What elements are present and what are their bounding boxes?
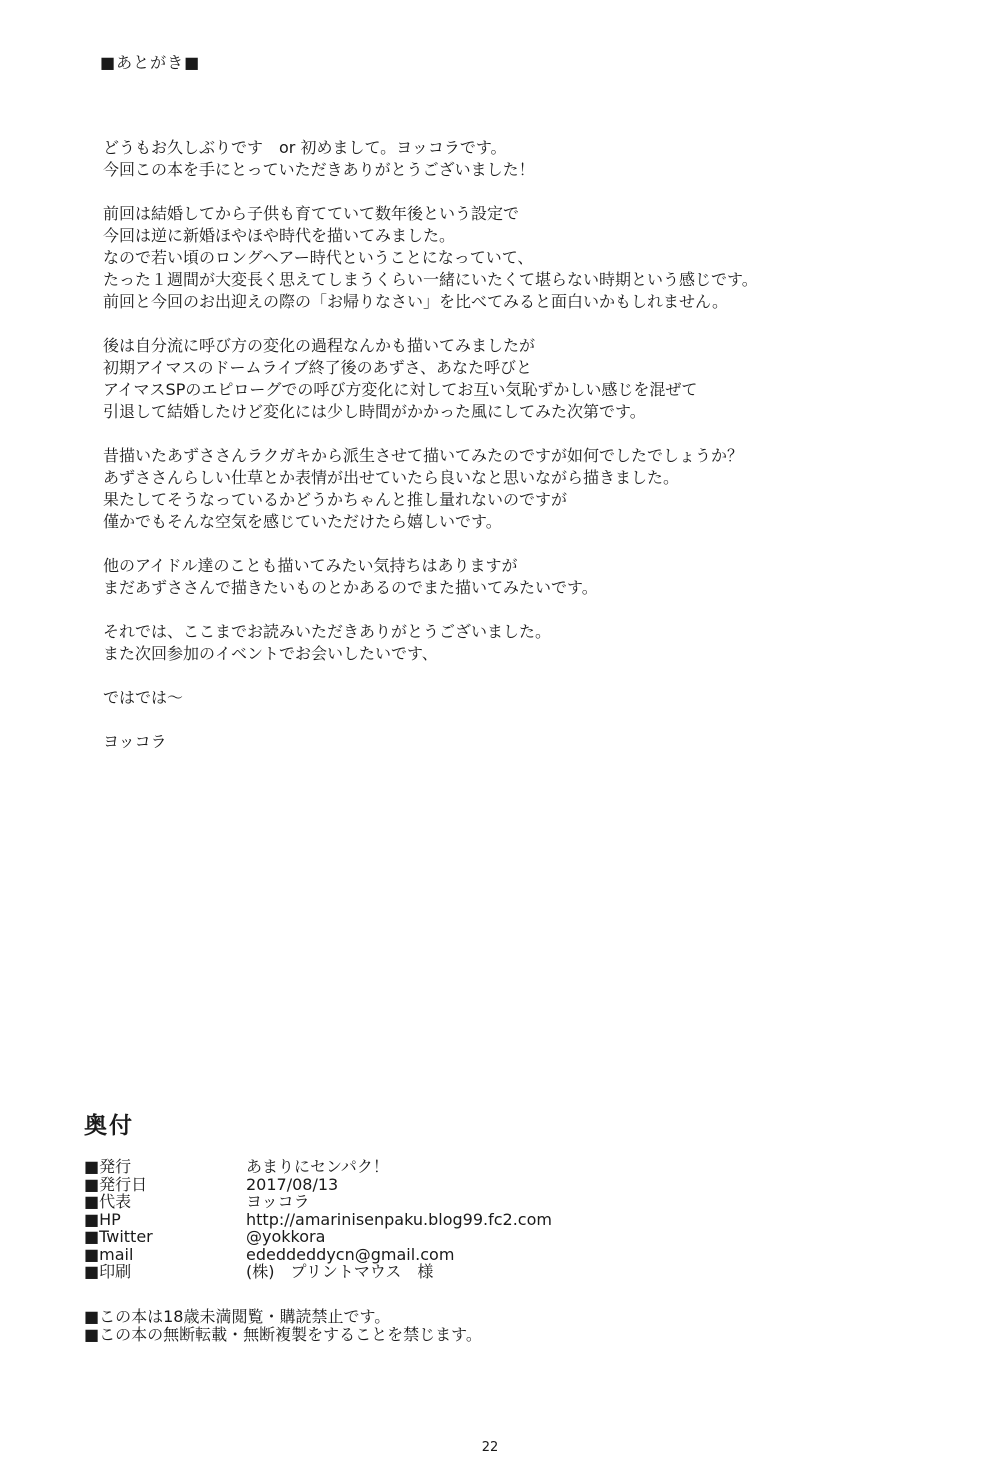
text-line: 他のアイドル達のことも描いてみたい気持ちはありますが: [103, 556, 518, 575]
colophon-value: ヨッコラ: [246, 1192, 310, 1211]
page-number: 22: [481, 1440, 499, 1455]
colophon-value: http://amarinisenpaku.blog99.fc2.com: [246, 1209, 552, 1229]
age-restriction-notice: ■この本は18歳未満閲覧・購読禁止です。: [84, 1307, 391, 1326]
afterword-paragraph: [103, 687, 903, 709]
afterword-paragraph: [103, 555, 903, 599]
colophon-row: [84, 1246, 784, 1264]
text-line: まだあずささんで描きたいものとかあるのでまた描いてみたいです。: [103, 578, 598, 597]
colophon-title: 奥付: [84, 1113, 134, 1139]
colophon-label: ■HP: [84, 1209, 121, 1229]
colophon-label: ■発行日: [84, 1174, 148, 1194]
text-line: ヨッコラ: [103, 732, 167, 751]
text-line: たった１週間が大変長く思えてしまうくらい一緒にいたくて堪らない時期という感じです。: [103, 270, 758, 289]
colophon-row: [84, 1158, 784, 1176]
colophon-value: (株) プリントマウス 様: [246, 1262, 434, 1281]
text-line: それでは、ここまでお読みいただきありがとうございました。: [103, 622, 552, 641]
text-line: アイマスSPのエピローグでの呼び方変化に対してお互い気恥ずかしい感じを混ぜて: [103, 380, 698, 399]
colophon-label: ■代表: [84, 1192, 132, 1211]
afterword-paragraph: [103, 203, 903, 313]
colophon-notices: [84, 1308, 482, 1344]
text-line: 引退して結婚したけど変化には少し時間がかかった風にしてみた次第です。: [103, 402, 646, 421]
text-line: 果たしてそうなっているかどうかちゃんと推し量れないのですが: [103, 490, 568, 509]
colophon-row: [84, 1176, 784, 1194]
colophon-label: ■Twitter: [84, 1227, 153, 1246]
copyright-notice: ■この本の無断転載・無断複製をすることを禁じます。: [84, 1325, 482, 1344]
text-line: 僅かでもそんな空気を感じていただけたら嬉しいです。: [103, 512, 502, 531]
afterword-signature: [103, 731, 903, 753]
afterword-paragraph: [103, 621, 903, 665]
text-line: あずささんらしい仕草とか表情が出せていたら良いなと思いながら描きました。: [103, 468, 680, 487]
text-line: 前回は結婚してから子供も育てていて数年後という設定で: [103, 204, 520, 223]
text-line: ではでは～: [103, 688, 184, 707]
colophon-label: ■発行: [84, 1157, 132, 1176]
text-line: どうもお久しぶりです or 初めまして。ヨッコラです。: [103, 138, 507, 157]
afterword-paragraph: [103, 137, 903, 181]
afterword-paragraph: [103, 335, 903, 423]
text-line: 前回と今回のお出迎えの際の「お帰りなさい」を比べてみると面白いかもしれません。: [103, 292, 728, 311]
afterword-body: [103, 137, 903, 775]
colophon-value: ededdeddycn@gmail.com: [246, 1244, 455, 1264]
colophon-label: ■印刷: [84, 1262, 132, 1281]
colophon-value: 2017/08/13: [246, 1174, 339, 1194]
colophon-row: [84, 1263, 784, 1281]
text-line: なので若い頃のロングヘアー時代ということになっていて、: [103, 248, 534, 267]
text-line: 後は自分流に呼び方の変化の過程なんかも描いてみましたが: [103, 336, 536, 355]
colophon-value: あまりにセンパク！: [246, 1157, 389, 1176]
text-line: 今回は逆に新婚ほやほや時代を描いてみました。: [103, 226, 456, 245]
colophon-row: [84, 1193, 784, 1211]
colophon-row: [84, 1211, 784, 1229]
colophon-row: [84, 1228, 784, 1246]
afterword-paragraph: [103, 445, 903, 533]
text-line: 今回この本を手にとっていただきありがとうございました！: [103, 160, 535, 179]
text-line: また次回参加のイベントでお会いしたいです、: [103, 644, 438, 663]
colophon-table: [84, 1158, 784, 1281]
colophon-label: ■mail: [84, 1244, 134, 1264]
text-line: 昔描いたあずささんラクガキから派生させて描いてみたのですが如何でしたでしょうか？: [103, 446, 744, 465]
colophon-value: @yokkora: [246, 1227, 326, 1246]
text-line: 初期アイマスのドームライブ終了後のあずさ、あなた呼びと: [103, 358, 532, 377]
afterword-heading: ■あとがき■: [100, 53, 201, 72]
